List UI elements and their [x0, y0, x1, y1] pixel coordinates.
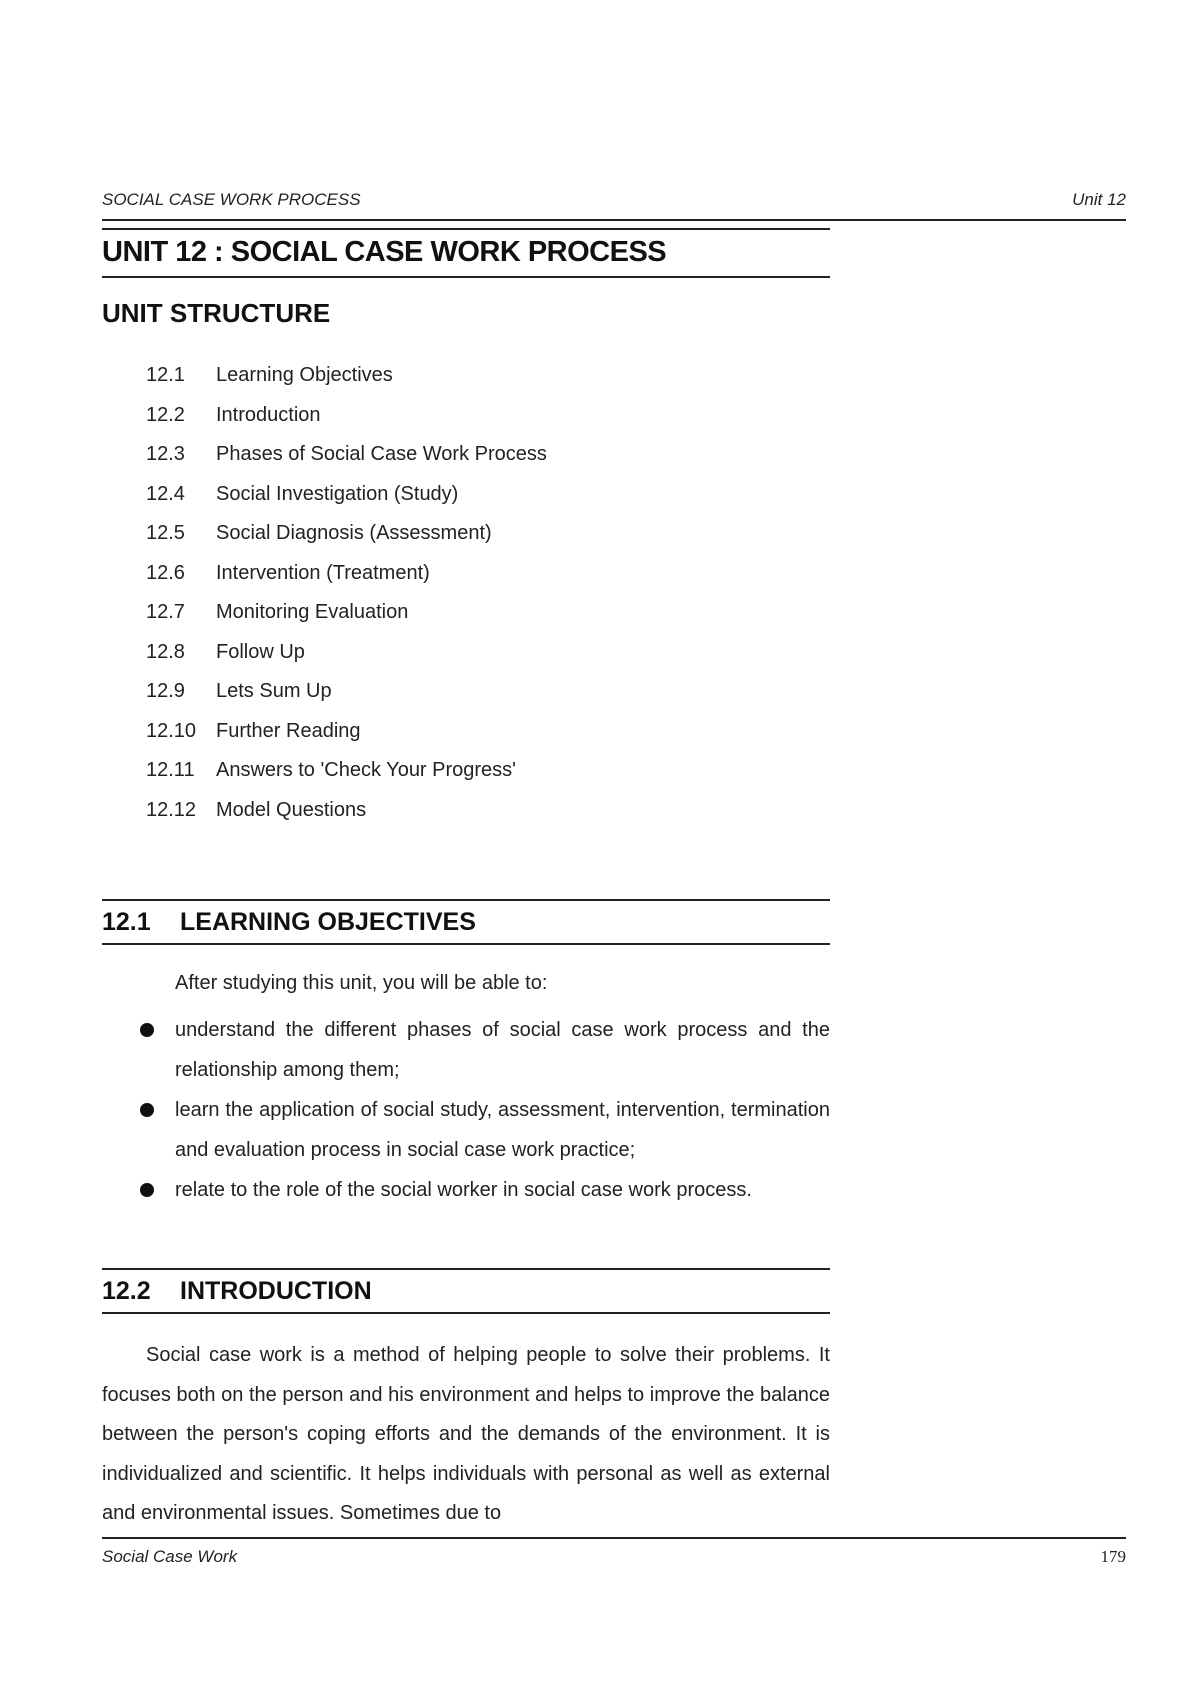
toc-number: 12.3: [146, 443, 185, 465]
toc-number: 12.7: [146, 601, 185, 623]
bullet-icon: [140, 1103, 154, 1117]
running-title: SOCIAL CASE WORK PROCESS: [102, 190, 361, 209]
toc-number: 12.4: [146, 482, 185, 505]
section-title: INTRODUCTION: [180, 1277, 372, 1305]
page-number: 179: [1100, 1547, 1126, 1566]
section-number: 12.2: [102, 1277, 151, 1305]
toc-label: Answers to 'Check Your Progress': [216, 759, 516, 781]
toc-label: Follow Up: [216, 640, 305, 663]
toc-label: Phases of Social Case Work Process: [216, 443, 547, 465]
objective-item: [102, 1170, 830, 1210]
toc-number: 12.8: [146, 640, 185, 663]
toc-label: Learning Objectives: [216, 364, 393, 386]
toc-number: 12.5: [146, 522, 185, 544]
unit-structure-heading: UNIT STRUCTURE: [102, 298, 331, 328]
objective-item: [102, 1010, 830, 1090]
toc-label: Further Reading: [216, 719, 361, 742]
page-footer: [102, 1547, 1126, 1567]
section-heading-objectives: [102, 899, 830, 945]
footer-rule: [102, 1537, 1126, 1539]
toc-number: 12.2: [146, 403, 185, 426]
unit-label: Unit 12: [1072, 190, 1126, 209]
objective-item: [102, 1090, 830, 1170]
bullet-icon: [140, 1023, 154, 1037]
toc-number: 12.6: [146, 561, 185, 584]
header-rule: [102, 219, 1126, 221]
toc-label: Model Questions: [216, 798, 367, 821]
toc-number: 12.10: [146, 719, 197, 742]
footer-course: Social Case Work: [102, 1547, 238, 1566]
toc-label: Intervention (Treatment): [216, 561, 430, 584]
bullet-icon: [140, 1183, 154, 1197]
toc-number: 12.1: [146, 364, 185, 386]
objectives-list: [102, 1010, 830, 1210]
running-header: [102, 190, 1126, 210]
toc-label: Monitoring Evaluation: [216, 601, 409, 623]
objective-text: understand the different phases of social case work process and the relationship among them;: [175, 1019, 830, 1081]
toc-number: 12.9: [146, 680, 185, 702]
toc-label: Introduction: [216, 403, 321, 426]
unit-title-box: [102, 228, 830, 278]
introduction-paragraph: Social case work is a method of helping people to solve their problems. It focuses both on the person and his environment and helps to improve the balance between the person's coping efforts and the demands of the environment. It is individualized and scientific. It helps individuals with personal as well as external and environmental issues. Sometimes due to: [102, 1344, 830, 1524]
section-heading-introduction: [102, 1268, 830, 1314]
toc-number: 12.11: [146, 759, 195, 781]
section-title: LEARNING OBJECTIVES: [180, 908, 476, 936]
objectives-intro: After studying this unit, you will be able to:: [175, 972, 548, 994]
objective-text: learn the application of social study, assessment, intervention, termination and evaluation process in social case work practice;: [175, 1099, 830, 1161]
section-number: 12.1: [102, 908, 151, 936]
toc-label: Social Investigation (Study): [216, 482, 459, 505]
toc-label: Lets Sum Up: [216, 680, 332, 702]
unit-title: UNIT 12 : SOCIAL CASE WORK PROCESS: [102, 236, 667, 268]
toc-number: 12.12: [146, 798, 197, 821]
toc-label: Social Diagnosis (Assessment): [216, 522, 492, 544]
objective-text: relate to the role of the social worker in social case work process.: [175, 1179, 752, 1201]
